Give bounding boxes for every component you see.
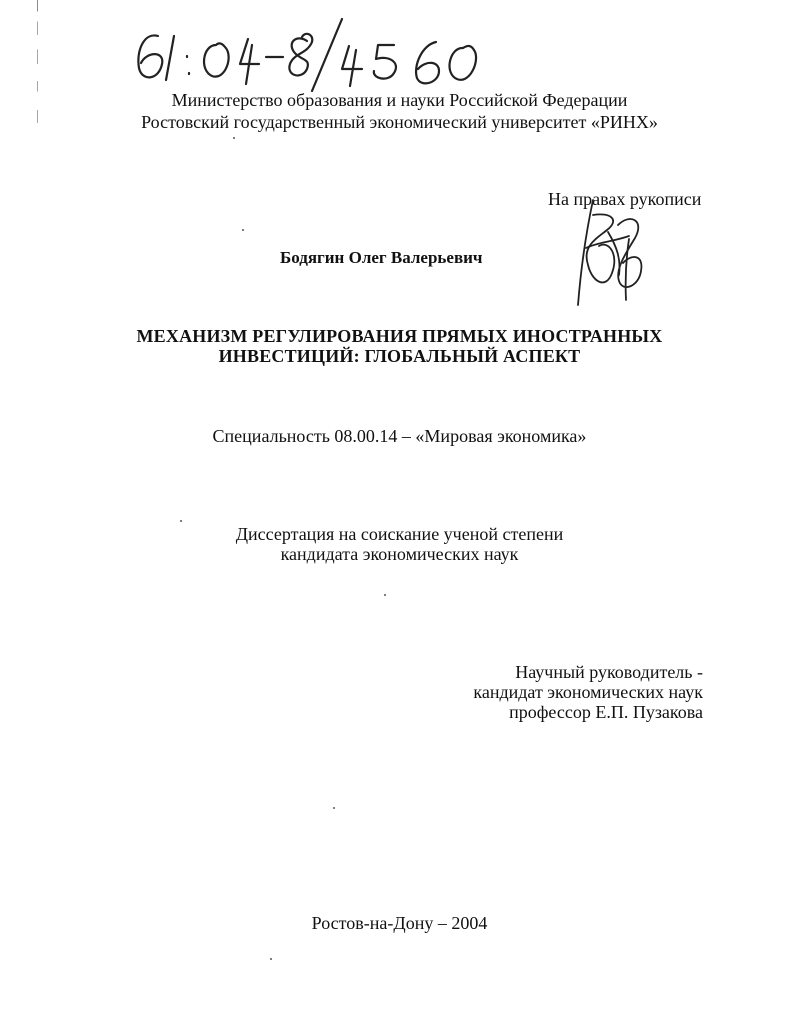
ministry-name: Министерство образования и науки Российской Федерации <box>171 90 628 110</box>
author-name: Бодягин Олег Валерьевич <box>280 248 483 267</box>
city-year: Ростов-на-Дону – 2004 <box>311 913 488 933</box>
adviser-line-2: кандидат экономических наук <box>473 682 703 702</box>
rights-notice: На правах рукописи <box>548 189 702 209</box>
university-name: Ростовский государственный экономический университет «РИНХ» <box>141 112 658 132</box>
title-line-1: МЕХАНИЗМ РЕГУЛИРОВАНИЯ ПРЯМЫХ ИНОСТРАННЫХ <box>136 326 663 346</box>
scan-speck <box>333 807 335 809</box>
dissertation-line-1: Диссертация на соискание ученой степени <box>235 524 564 544</box>
scan-speck <box>180 520 182 522</box>
scan-speck <box>233 137 235 139</box>
scan-speck <box>384 594 386 596</box>
adviser-line-1: Научный руководитель - <box>515 662 703 682</box>
handwritten-archive-number <box>124 14 484 92</box>
handwritten-signature <box>568 195 648 310</box>
scan-speck <box>242 229 244 231</box>
title-line-2: ИНВЕСТИЦИЙ: ГЛОБАЛЬНЫЙ АСПЕКТ <box>218 346 581 366</box>
dissertation-line-2: кандидата экономических наук <box>280 544 519 564</box>
scan-speck <box>270 958 272 960</box>
specialty: Специальность 08.00.14 – «Мировая экономика» <box>212 426 587 446</box>
adviser-line-3: профессор Е.П. Пузакова <box>509 702 703 722</box>
